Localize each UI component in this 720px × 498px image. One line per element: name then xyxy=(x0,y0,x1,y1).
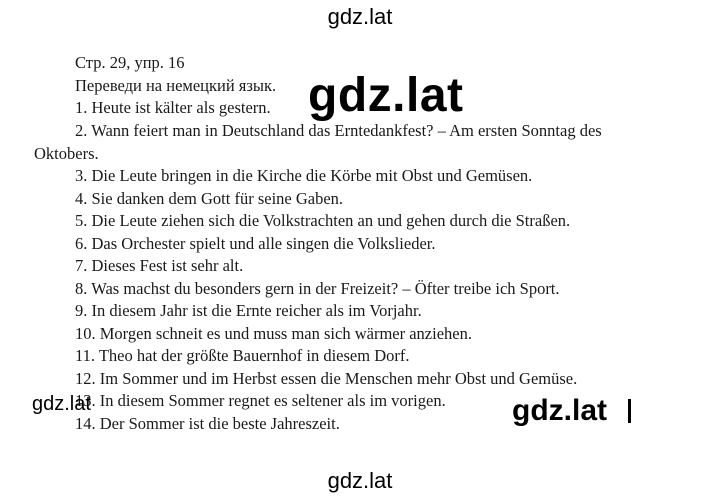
watermark-top: gdz.lat xyxy=(327,4,393,29)
sentence-item: 11. Theo hat der größte Bauernhof in diesem Dorf. xyxy=(75,346,410,365)
sentence-item: 9. In diesem Jahr ist die Ernte reicher als im Vorjahr. xyxy=(75,301,422,320)
watermark-right-large: gdz.lat xyxy=(512,394,607,427)
sentence-item: 5. Die Leute ziehen sich die Volkstrachten an und gehen durch die Straßen. xyxy=(75,211,571,230)
sentence-item: 7. Dieses Fest ist sehr alt. xyxy=(75,256,244,275)
sentence-item: 2. Wann feiert man in Deutschland das Erntedankfest? – Am ersten Sonntag des xyxy=(75,121,602,140)
sentence-item-continuation: Oktobers. xyxy=(34,144,99,163)
sentence-item: 4. Sie danken dem Gott für seine Gaben. xyxy=(75,189,344,208)
sentence-item: 14. Der Sommer ist die beste Jahreszeit. xyxy=(75,414,340,433)
sentence-item: 1. Heute ist kälter als gestern. xyxy=(75,98,271,117)
exercise-instruction: Переведи на немецкий язык. xyxy=(75,76,277,95)
sentence-item: 3. Die Leute bringen in die Kirche die Körbe mit Obst und Gemüsen. xyxy=(75,166,533,185)
watermark-center-large: gdz.lat xyxy=(308,69,464,122)
sentence-item: 13. In diesem Sommer regnet es seltener als im vorigen. xyxy=(75,391,446,410)
sentence-item: 8. Was machst du besonders gern in der Freizeit? – Öfter treibe ich Sport. xyxy=(75,279,560,298)
exercise-header: Стр. 29, упр. 16 xyxy=(75,53,185,72)
sentence-item: 6. Das Orchester spielt und alle singen die Volkslieder. xyxy=(75,234,436,253)
watermark-bottom: gdz.lat xyxy=(327,468,393,493)
sentence-item: 10. Morgen schneit es und muss man sich wärmer anziehen. xyxy=(75,324,472,343)
watermark-bar xyxy=(628,399,631,423)
sentence-item: 12. Im Sommer und im Herbst essen die Menschen mehr Obst und Gemüse. xyxy=(75,369,578,388)
watermark-left: gdz.lat xyxy=(32,393,91,415)
